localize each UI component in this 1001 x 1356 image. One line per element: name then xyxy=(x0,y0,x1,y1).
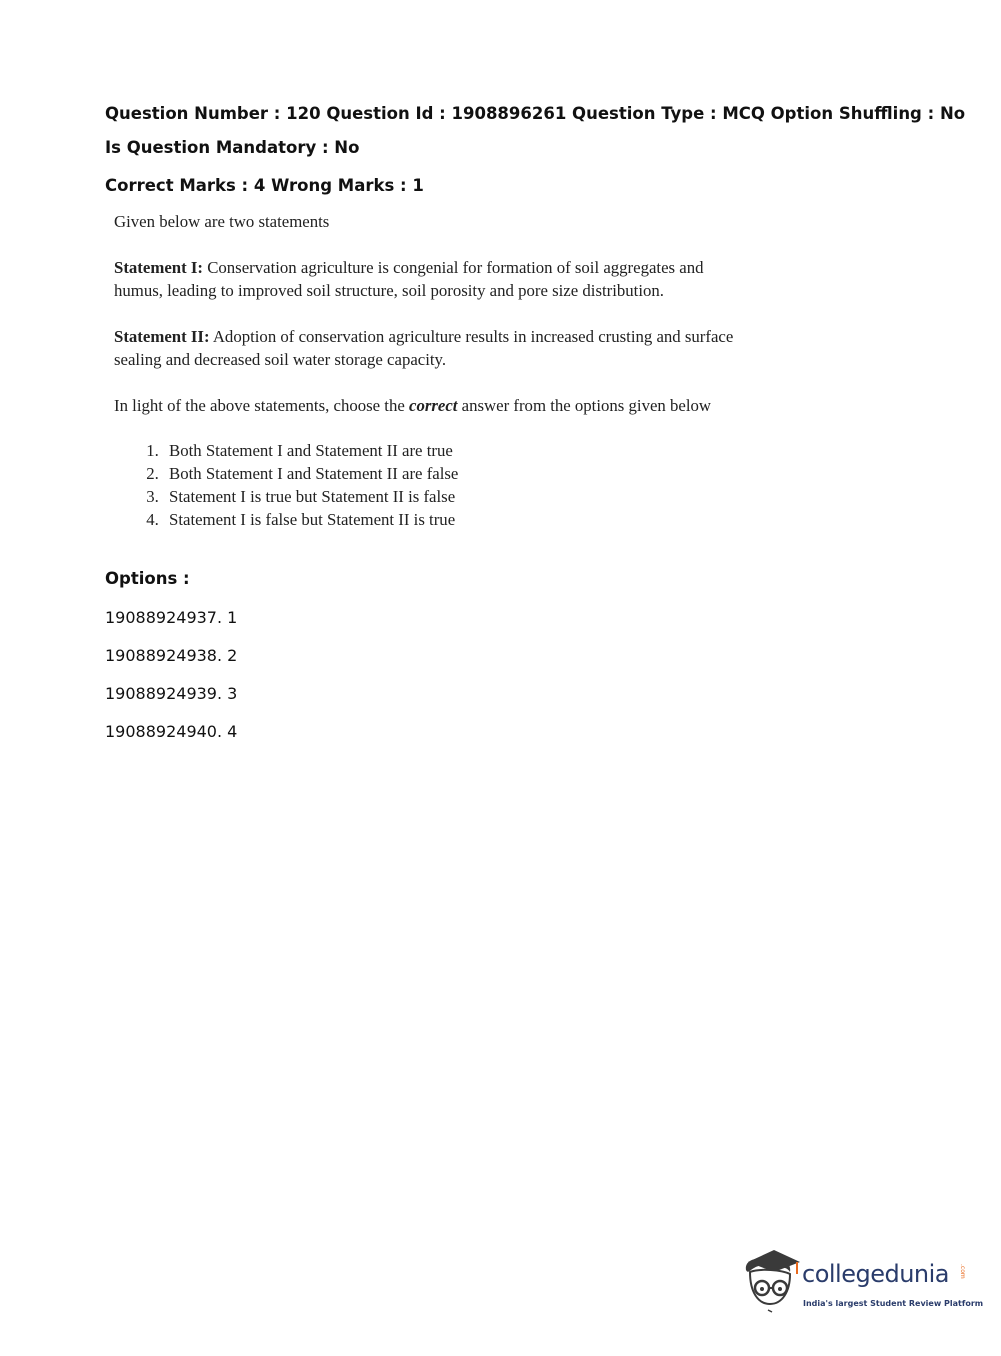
statement-one-text: Conservation agriculture is congenial for formation of soil aggregates and humus, leading to improved soil structure, soil porosity and pore size distribution. xyxy=(114,258,704,300)
question-body xyxy=(114,210,734,531)
statement-one xyxy=(114,256,734,302)
answer-choices xyxy=(114,439,734,531)
question-meta-line: Question Number : 120 Question Id : 1908896261 Question Type : MCQ Option Shuffling : No xyxy=(105,104,966,123)
statement-one-label: Statement I: xyxy=(114,258,204,277)
answer-choice: 2. Both Statement I and Statement II are false xyxy=(163,462,734,485)
logo-domain-suffix: .com xyxy=(959,1264,966,1279)
collegedunia-mascot-icon xyxy=(740,1248,802,1314)
answer-choice: 4. Statement I is false but Statement II is true xyxy=(163,508,734,531)
options-heading: Options : xyxy=(105,569,190,588)
option-item: 19088924940. 4 xyxy=(105,722,238,741)
question-prompt xyxy=(114,394,734,417)
prompt-emphasis: correct xyxy=(409,396,458,415)
statement-two xyxy=(114,325,734,371)
question-intro: Given below are two statements xyxy=(114,212,330,231)
prompt-before: In light of the above statements, choose the xyxy=(114,396,409,415)
logo-wordmark: collegedunia xyxy=(802,1260,950,1288)
option-item: 19088924938. 2 xyxy=(105,646,238,665)
option-item: 19088924939. 3 xyxy=(105,684,238,703)
answer-choice: 1. Both Statement I and Statement II are true xyxy=(163,439,734,462)
statement-two-text: Adoption of conservation agriculture results in increased crusting and surface sealing and decreased soil water storage capacity. xyxy=(114,327,734,369)
prompt-after: answer from the options given below xyxy=(457,396,711,415)
statement-two-label: Statement II: xyxy=(114,327,210,346)
answer-choice: 3. Statement I is true but Statement II is false xyxy=(163,485,734,508)
collegedunia-logo xyxy=(740,1248,984,1320)
logo-tagline: India's largest Student Review Platform xyxy=(803,1299,984,1308)
question-marks-line: Correct Marks : 4 Wrong Marks : 1 xyxy=(105,176,424,195)
question-mandatory-line: Is Question Mandatory : No xyxy=(105,138,360,157)
option-item: 19088924937. 1 xyxy=(105,608,238,627)
